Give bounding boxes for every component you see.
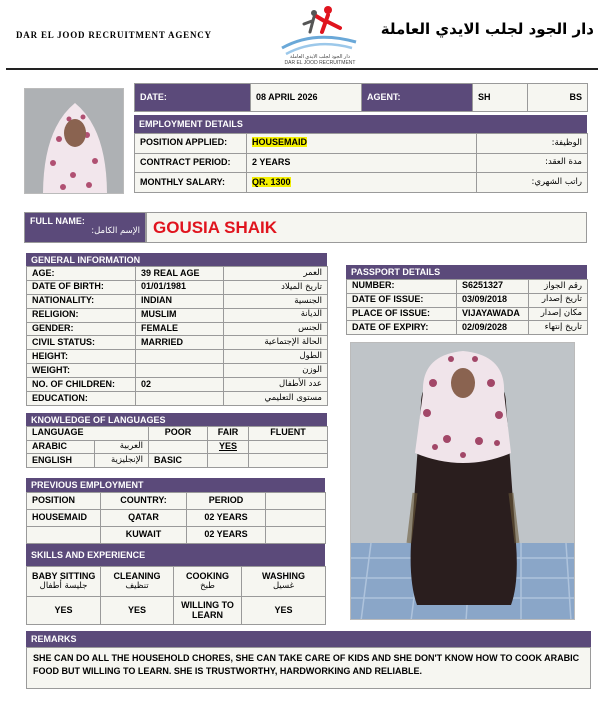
skill-cleaning-ar: تنظيف: [125, 580, 149, 591]
monthly-salary-value: QR. 1300: [252, 176, 291, 187]
height-label-ar: الطول: [224, 350, 328, 364]
nationality-label: NATIONALITY:: [27, 294, 136, 308]
arabic-language-ar: العربية: [95, 440, 149, 454]
issue-place-label: PLACE OF ISSUE:: [347, 307, 457, 321]
full-name-label-box: [24, 212, 146, 243]
age-label: AGE:: [27, 267, 136, 281]
dob-label: DATE OF BIRTH:: [27, 280, 136, 294]
employment-details-table: [134, 133, 588, 193]
passport-number-value: S6251327: [457, 280, 529, 294]
english-language: ENGLISH: [27, 454, 95, 468]
prev-position-2: [27, 527, 101, 544]
dob-label-ar: تاريخ الميلاد: [224, 280, 328, 294]
children-value: 02: [136, 378, 224, 392]
english-fluent: [249, 454, 328, 468]
education-label-ar: مستوى التعليمي: [224, 392, 328, 406]
monthly-salary-label-ar: راتب الشهري:: [477, 173, 588, 193]
age-value: 39 REAL AGE: [136, 267, 224, 281]
agency-name-en: DAR EL JOOD RECRUITMENT AGENCY: [16, 30, 212, 40]
candidate-portrait-photo: [24, 88, 124, 194]
weight-value: [136, 364, 224, 378]
expiry-date-label: DATE OF EXPIRY:: [347, 321, 457, 335]
civil-status-value: MARRIED: [136, 336, 224, 350]
prev-country-2: KUWAIT: [101, 527, 187, 544]
prev-period-2: 02 YEARS: [187, 527, 266, 544]
position-applied-value: HOUSEMAID: [252, 137, 308, 148]
english-language-ar: الإنجليزية: [95, 454, 149, 468]
weight-label: WEIGHT:: [27, 364, 136, 378]
position-applied-label: POSITION APPLIED:: [135, 134, 247, 154]
agent-value-2: BS: [528, 84, 588, 112]
previous-employment-header: PREVIOUS EMPLOYMENT: [26, 478, 325, 492]
general-information-table: [26, 266, 328, 406]
issue-date-label: DATE OF ISSUE:: [347, 293, 457, 307]
arabic-fluent: [249, 440, 328, 454]
gender-label: GENDER:: [27, 322, 136, 336]
skill-washing-value: YES: [242, 597, 326, 625]
fluent-header: FLUENT: [249, 427, 328, 441]
logo-arabic-caption: دار الجود لجلب الايدي العاملة: [290, 54, 350, 60]
issue-date-value: 03/09/2018: [457, 293, 529, 307]
skill-washing: WASHING: [261, 570, 305, 581]
agent-label: AGENT:: [362, 84, 473, 112]
nationality-value: INDIAN: [136, 294, 224, 308]
agency-name-ar: دار الجود لجلب الايدي العاملة: [380, 20, 594, 38]
position-header: POSITION: [27, 493, 101, 510]
skill-cooking: COOKING: [185, 570, 229, 581]
candidate-full-body-photo: [350, 342, 575, 620]
languages-header: KNOWLEDGE OF LANGUAGES: [26, 413, 327, 426]
english-fair: [208, 454, 249, 468]
religion-label: RELIGION:: [27, 308, 136, 322]
children-label: NO. OF CHILDREN:: [27, 378, 136, 392]
passport-details-table: [346, 279, 588, 335]
country-header: COUNTRY:: [101, 493, 187, 510]
gender-label-ar: الجنس: [224, 322, 328, 336]
full-name-value: GOUSIA SHAIK: [153, 217, 278, 237]
passport-number-label-ar: رقم الجواز: [529, 280, 588, 294]
prev-country-1: QATAR: [101, 510, 187, 527]
skill-washing-ar: غسيل: [272, 580, 295, 591]
height-value: [136, 350, 224, 364]
skill-babysitting-value: YES: [27, 597, 101, 625]
skill-cooking-value: WILLING TO LEARN: [174, 597, 242, 625]
date-value: 08 APRIL 2026: [251, 84, 362, 112]
passport-number-label: NUMBER:: [347, 280, 457, 294]
header-divider: [6, 68, 598, 70]
education-label: EDUCATION:: [27, 392, 136, 406]
children-label-ar: عدد الأطفال: [224, 378, 328, 392]
full-name-label-ar: الإسم الكامل:: [91, 226, 140, 236]
full-name-label: FULL NAME:: [30, 216, 85, 226]
nationality-label-ar: الجنسية: [224, 294, 328, 308]
remarks-box: [26, 647, 591, 689]
contract-period-label: CONTRACT PERIOD:: [135, 153, 247, 173]
prev-position-1: HOUSEMAID: [27, 510, 101, 527]
dob-value: 01/01/1981: [136, 280, 224, 294]
gender-value: FEMALE: [136, 322, 224, 336]
full-name-value-box: [146, 212, 587, 243]
employment-details-header: EMPLOYMENT DETAILS: [134, 115, 587, 133]
general-information-header: GENERAL INFORMATION: [26, 253, 327, 266]
contract-period-value: 2 YEARS: [247, 153, 477, 173]
issue-place-label-ar: مكان إصدار: [529, 307, 588, 321]
monthly-salary-label: MONTHLY SALARY:: [135, 173, 247, 193]
issue-date-label-ar: تاريخ إصدار: [529, 293, 588, 307]
fair-header: FAIR: [208, 427, 249, 441]
civil-status-label: CIVIL STATUS:: [27, 336, 136, 350]
logo-english-caption: DAR EL JOOD RECRUITMENT: [284, 60, 356, 66]
english-poor: BASIC: [149, 454, 208, 468]
agent-value-1: SH: [473, 84, 528, 112]
skill-cooking-ar: طبخ: [200, 580, 215, 591]
languages-table: [26, 426, 328, 468]
weight-label-ar: الوزن: [224, 364, 328, 378]
skill-cleaning-value: YES: [101, 597, 174, 625]
skill-babysitting: BABY SITTING: [32, 570, 96, 581]
expiry-date-label-ar: تاريخ إنتهاء: [529, 321, 588, 335]
period-header: PERIOD: [187, 493, 266, 510]
date-agent-table: [134, 83, 588, 112]
previous-employment-table: [26, 492, 326, 544]
contract-period-label-ar: مدة العقد:: [477, 153, 588, 173]
skill-babysitting-ar: جليسة أطفال: [39, 580, 88, 591]
arabic-poor: [149, 440, 208, 454]
religion-value: MUSLIM: [136, 308, 224, 322]
education-value: [136, 392, 224, 406]
position-applied-label-ar: الوظيفة:: [477, 134, 588, 154]
language-header: LANGUAGE: [27, 427, 149, 441]
civil-status-label-ar: الحالة الإجتماعية: [224, 336, 328, 350]
skills-table: [26, 566, 326, 625]
remarks-text: SHE CAN DO ALL THE HOUSEHOLD CHORES, SHE CAN TAKE CARE OF KIDS AND SHE DON'T KNOW HOW TO COOK ARABIC FOOD BUT WILLING TO LEARN. SHE IS TRUSTWORTHY, HARDWORKING AND RELIABLE.: [33, 653, 580, 676]
issue-place-value: VIJAYAWADA: [457, 307, 529, 321]
remarks-header: REMARKS: [26, 631, 591, 647]
arabic-language: ARABIC: [27, 440, 95, 454]
date-label: DATE:: [135, 84, 251, 112]
passport-details-header: PASSPORT DETAILS: [346, 265, 587, 279]
expiry-date-value: 02/09/2028: [457, 321, 529, 335]
religion-label-ar: الديانة: [224, 308, 328, 322]
skills-header: SKILLS AND EXPERIENCE: [26, 544, 325, 566]
poor-header: POOR: [149, 427, 208, 441]
age-label-ar: العمر: [224, 267, 328, 281]
arabic-fair: YES: [208, 440, 249, 454]
height-label: HEIGHT:: [27, 350, 136, 364]
skill-cleaning: CLEANING: [113, 570, 161, 581]
prev-period-1: 02 YEARS: [187, 510, 266, 527]
